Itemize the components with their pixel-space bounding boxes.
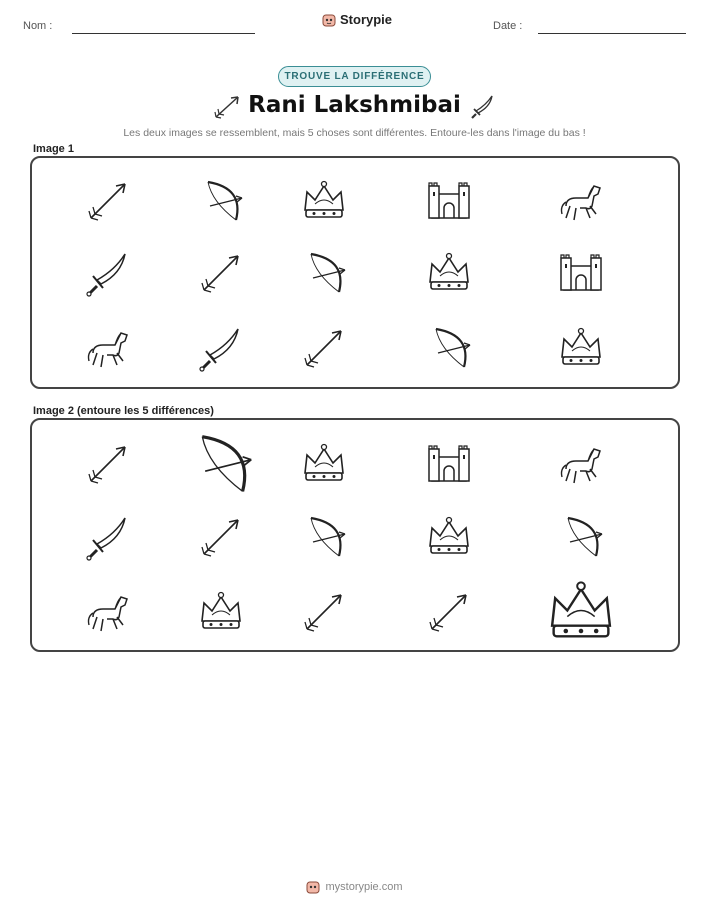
- arrow-icon[interactable]: [83, 439, 133, 489]
- storypie-logo-icon: [322, 13, 336, 27]
- footer: [0, 880, 709, 894]
- storypie-logo-icon: [306, 880, 320, 894]
- crown-icon[interactable]: [543, 574, 619, 650]
- crown-icon[interactable]: [299, 439, 349, 489]
- bow-icon: [424, 323, 474, 373]
- arrow-icon: [196, 248, 246, 298]
- brand-logo: [322, 12, 392, 27]
- arrow-icon[interactable]: [424, 587, 474, 637]
- crown-icon: [299, 176, 349, 226]
- bow-icon[interactable]: [556, 512, 606, 562]
- horse-icon[interactable]: [83, 587, 133, 637]
- name-label: Nom :: [23, 20, 53, 32]
- footer-url: mystorypie.com: [325, 881, 403, 893]
- horse-icon: [83, 323, 133, 373]
- activity-badge: TROUVE LA DIFFÉRENCE: [278, 66, 431, 87]
- instructions: Les deux images se ressemblent, mais 5 choses sont différentes. Entoure-les dans l'image du bas !: [123, 127, 586, 139]
- image2-panel[interactable]: [30, 418, 680, 652]
- crown-icon: [556, 323, 606, 373]
- sword-icon: [83, 248, 133, 298]
- name-field-line[interactable]: [72, 33, 255, 34]
- arrow-icon: [83, 176, 133, 226]
- page-title: Rani Lakshmibai: [248, 92, 461, 118]
- arrow-icon[interactable]: [196, 512, 246, 562]
- bow-icon[interactable]: [185, 428, 257, 500]
- image1-panel: [30, 156, 680, 389]
- brand-name: Storypie: [340, 12, 393, 27]
- bow-icon[interactable]: [299, 512, 349, 562]
- sword-icon: [468, 93, 498, 121]
- image2-label: Image 2 (entoure les 5 différences): [33, 405, 214, 417]
- castle-icon[interactable]: [424, 439, 474, 489]
- crown-icon: [424, 248, 474, 298]
- arrow-icon[interactable]: [299, 587, 349, 637]
- sword-icon: [196, 323, 246, 373]
- bow-icon: [299, 248, 349, 298]
- image1-label: Image 1: [33, 143, 74, 155]
- date-field-line[interactable]: [538, 33, 686, 34]
- horse-icon[interactable]: [556, 439, 606, 489]
- sword-icon[interactable]: [83, 512, 133, 562]
- bow-icon: [196, 176, 246, 226]
- castle-icon: [424, 176, 474, 226]
- crown-icon[interactable]: [424, 512, 474, 562]
- horse-icon: [556, 176, 606, 226]
- date-label: Date :: [493, 20, 523, 32]
- arrow-icon: [299, 323, 349, 373]
- crown-icon[interactable]: [196, 587, 246, 637]
- castle-icon: [556, 248, 606, 298]
